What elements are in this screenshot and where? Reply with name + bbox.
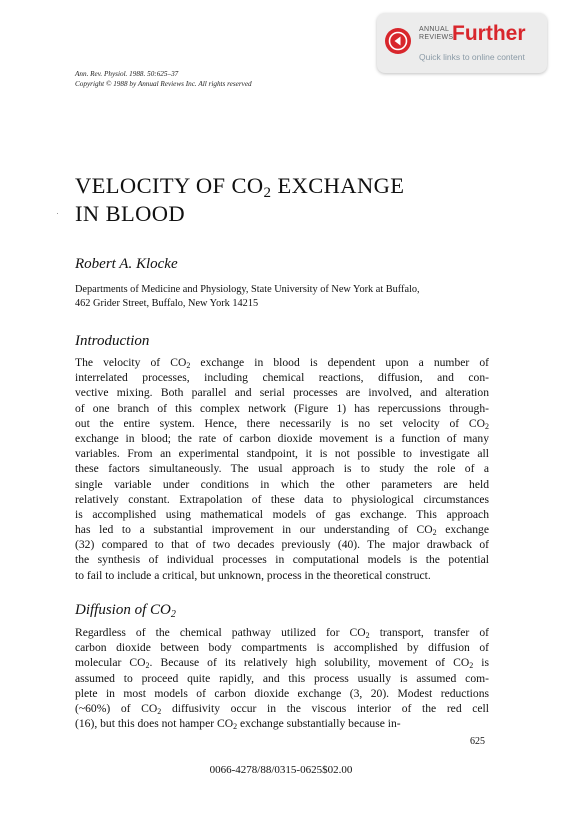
citation-line: Ann. Rev. Physiol. 1988. 50:625–37 bbox=[75, 70, 179, 78]
text-line: variables. From an experimental standpoint, it is not possible to investigate all bbox=[75, 447, 489, 461]
text-line: relatively constant. Extrapolation of these data to physiological circumstances bbox=[75, 492, 489, 506]
text-line: single variable under conditions in which the other parameters are held bbox=[75, 477, 489, 491]
annual-reviews-further-badge[interactable] bbox=[377, 13, 547, 73]
copyright-line: Copyright © 1988 by Annual Reviews Inc. All rights reserved bbox=[75, 79, 252, 88]
text-line: the synthesis of individual processes in computational models is the potential bbox=[75, 553, 489, 567]
author-affiliation: Departments of Medicine and Physiology, State University of New York at Buffalo, 462 Grider Street, Buffalo, New York 14215 bbox=[75, 284, 420, 309]
text-line: plete in most models of carbon dioxide exchange (3, 20). Modest reductions bbox=[75, 686, 489, 700]
section-heading-introduction: Introduction bbox=[75, 333, 150, 349]
text-line: (32) compared to that of two decades previously (40). The major drawback of bbox=[75, 538, 489, 552]
text-line: (~60%) of $CO_2$ diffusivity occur in the viscous interior of the red cell bbox=[75, 701, 489, 716]
section-heading-diffusion: Diffusion of $CO_2$ bbox=[75, 602, 176, 620]
text-line: carbon dioxide between body compartments is accomplished by diffusion of bbox=[75, 641, 489, 655]
text-line: assumed to proceed quite rapidly, and this process usually is assumed com- bbox=[75, 671, 489, 685]
author-name: Robert A. Klocke bbox=[75, 256, 178, 272]
article-title: VELOCITY OF $CO_2$ EXCHANGE IN BLOOD bbox=[75, 173, 405, 226]
diffusion-paragraph bbox=[75, 625, 489, 731]
text-line: out the entire system. Hence, there necessarily is no set velocity of $CO_2$ bbox=[75, 416, 489, 431]
text-line: has led to a substantial improvement in our understanding of $CO_2$ exchange bbox=[75, 523, 489, 538]
text-line: Regardless of the chemical pathway utilized for $CO_2$ transport, transfer of bbox=[75, 626, 489, 640]
badge-annual-reviews-label: ANNUAL REVIEWS bbox=[419, 26, 454, 41]
badge-subtitle: Quick links to online content bbox=[419, 52, 525, 62]
text-line: is accomplished using mathematical models of gas exchange. This approach bbox=[75, 507, 489, 521]
journal-citation bbox=[75, 70, 252, 89]
text-line: exchange in blood; the rate of carbon dioxide movement is a function of many bbox=[75, 431, 489, 445]
badge-further-label: Further bbox=[452, 22, 526, 45]
text-line: molecular $CO_2$. Because of its relatively high solubility, movement of $CO_2$ is bbox=[75, 656, 489, 671]
footer-issn-price: 0066-4278/88/0315-0625$02.00 bbox=[209, 764, 353, 776]
text-line: The velocity of $CO_2$ exchange in blood is dependent upon a number of bbox=[75, 356, 489, 370]
text-line: to fail to include a critical, but unknown, process in the theoretical construct. bbox=[75, 568, 431, 582]
text-line: vective mixing. Both parallel and serial processes are involved, and alteration bbox=[75, 386, 489, 400]
text-line: these factors simultaneously. The usual approach is to study the role of a bbox=[75, 462, 489, 476]
introduction-paragraph bbox=[75, 355, 489, 583]
scan-speck bbox=[57, 213, 58, 214]
text-line: interrelated processes, including chemical reactions, diffusion, and con- bbox=[75, 371, 489, 385]
annual-reviews-logo-icon bbox=[385, 28, 411, 54]
text-line: of one branch of this complex network (Figure 1) has repercussions through- bbox=[75, 401, 489, 415]
text-line: (16), but this does not hamper $CO_2$ exchange substantially because in- bbox=[75, 717, 401, 732]
page-number: 625 bbox=[470, 736, 485, 747]
